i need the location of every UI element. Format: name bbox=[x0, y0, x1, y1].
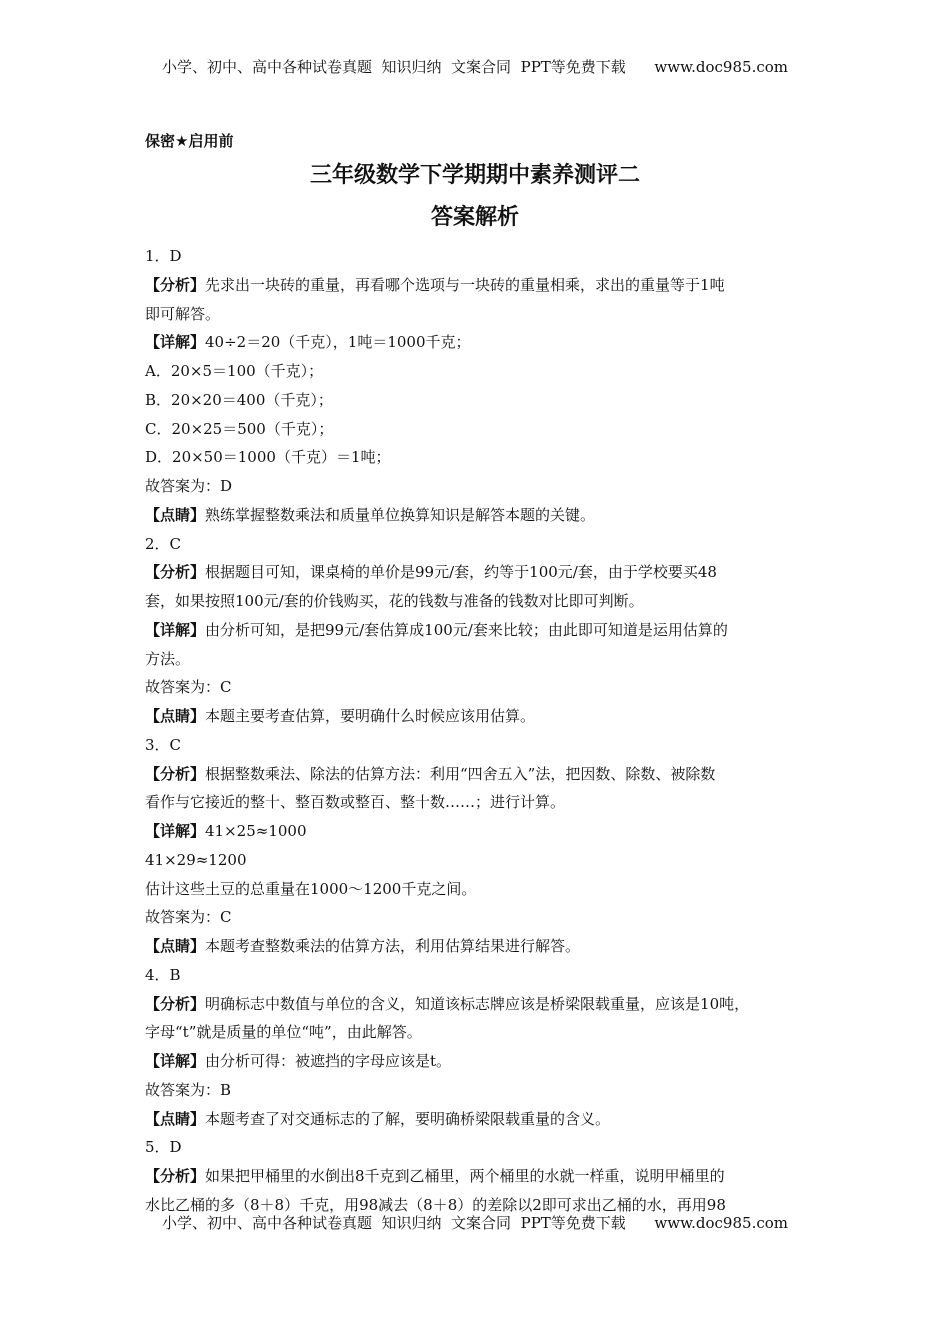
section-tag: 【详解】 bbox=[145, 620, 206, 639]
text-line bbox=[145, 788, 817, 817]
line-text: 5．D bbox=[145, 1138, 182, 1157]
line-text: 由分析可得：被遮挡的字母应该是t。 bbox=[205, 1052, 452, 1070]
analysis-line bbox=[145, 760, 817, 789]
analysis-line bbox=[145, 1047, 817, 1076]
page-subtitle: 答案解析 bbox=[430, 205, 519, 230]
text-line bbox=[145, 300, 817, 329]
analysis-line bbox=[145, 271, 817, 300]
text-line bbox=[145, 472, 817, 501]
line-text: 4．B bbox=[145, 965, 181, 984]
line-text: 根据整数乘法、除法的估算方法：利用“四舍五入”法，把因数、除数、被除数 bbox=[205, 764, 716, 783]
section-tag: 【分析】 bbox=[145, 1167, 206, 1185]
section-tag: 【详解】 bbox=[145, 822, 206, 840]
section-tag: 【点睛】 bbox=[145, 1109, 206, 1128]
line-text: 套，如果按照100元/套的价钱购买，花的钱数与准备的钱数对比即可判断。 bbox=[145, 592, 644, 610]
line-text: 先求出一块砖的重量，再看哪个选项与一块砖的重量相乘，求出的重量等于1吨 bbox=[205, 275, 725, 294]
text-line bbox=[145, 731, 817, 760]
line-text: 看作与它接近的整十、整百数或整百、整十数……；进行计算。 bbox=[145, 793, 566, 812]
line-text: A．20×5＝100（千克）； bbox=[145, 362, 324, 380]
text-line bbox=[145, 587, 817, 616]
analysis-line bbox=[145, 558, 817, 587]
answer-content bbox=[145, 242, 817, 1220]
line-text: 41×29≈1200 bbox=[145, 850, 247, 869]
line-text: 如果把甲桶里的水倒出8千克到乙桶里，两个桶里的水就一样重，说明甲桶里的 bbox=[205, 1167, 725, 1185]
analysis-line bbox=[145, 702, 817, 731]
analysis-line bbox=[145, 817, 817, 846]
header-banner: 小学、初中、高中各种试卷真题 知识归纳 文案合同 PPT等免费下载 www.doc985.com bbox=[161, 58, 788, 76]
analysis-line bbox=[145, 328, 817, 357]
line-text: 本题主要考查估算，要明确什么时候应该用估算。 bbox=[205, 707, 536, 725]
text-line bbox=[145, 1018, 817, 1047]
line-text: 即可解答。 bbox=[145, 304, 221, 323]
footer-banner: 小学、初中、高中各种试卷真题 知识归纳 文案合同 PPT等免费下载 www.doc985.com bbox=[161, 1214, 788, 1232]
line-text: 故答案为：C bbox=[145, 908, 232, 927]
section-tag: 【分析】 bbox=[145, 764, 206, 783]
text-line bbox=[145, 242, 817, 271]
line-text: 2．C bbox=[145, 534, 182, 553]
line-text: 明确标志中数值与单位的含义，知道该标志牌应该是桥梁限载重量，应该是10吨， bbox=[205, 994, 750, 1013]
section-tag: 【分析】 bbox=[145, 994, 206, 1013]
line-text: 故答案为：D bbox=[145, 477, 233, 495]
line-text: 字母“t”就是质量的单位“吨”，由此解答。 bbox=[145, 1023, 422, 1042]
line-text: C．20×25＝500（千克）； bbox=[145, 419, 334, 438]
text-line bbox=[145, 673, 817, 702]
section-tag: 【点睛】 bbox=[145, 707, 206, 725]
line-text: 熟练掌握整数乘法和质量单位换算知识是解答本题的关键。 bbox=[205, 505, 596, 524]
line-text: 3．C bbox=[145, 735, 182, 754]
line-text: 40÷2＝20（千克），1吨＝1000千克； bbox=[205, 333, 471, 352]
text-line bbox=[145, 903, 817, 932]
text-line bbox=[145, 645, 817, 674]
text-line bbox=[145, 1133, 817, 1162]
text-line bbox=[145, 961, 817, 990]
text-line bbox=[145, 415, 817, 444]
line-text: 根据题目可知，课桌椅的单价是99元/套，约等于100元/套，由于学校要买48 bbox=[205, 563, 717, 582]
line-text: 故答案为：B bbox=[145, 1080, 232, 1099]
section-tag: 【分析】 bbox=[145, 563, 206, 582]
analysis-line bbox=[145, 1105, 817, 1134]
line-text: B．20×20＝400（千克）； bbox=[145, 390, 333, 409]
text-line bbox=[145, 875, 817, 904]
section-tag: 【点睛】 bbox=[145, 505, 206, 524]
line-text: 1．D bbox=[145, 247, 182, 265]
section-tag: 【分析】 bbox=[145, 275, 206, 294]
line-text: 方法。 bbox=[145, 649, 191, 668]
line-text: 本题考查了对交通标志的了解，要明确桥梁限载重量的含义。 bbox=[205, 1109, 611, 1128]
line-text: 本题考查整数乘法的估算方法，利用估算结果进行解答。 bbox=[205, 937, 581, 955]
text-line bbox=[145, 386, 817, 415]
confidential-label: 保密★启用前 bbox=[145, 132, 234, 150]
analysis-line bbox=[145, 932, 817, 961]
analysis-line bbox=[145, 990, 817, 1019]
text-line bbox=[145, 530, 817, 559]
text-line bbox=[145, 846, 817, 875]
analysis-line bbox=[145, 616, 817, 645]
line-text: 由分析可知，是把99元/套估算成100元/套来比较；由此即可知道是运用估算的 bbox=[205, 620, 728, 639]
section-tag: 【点睛】 bbox=[145, 937, 206, 955]
page-title: 三年级数学下学期期中素养测评二 bbox=[309, 163, 640, 188]
line-text: 水比乙桶的多（8＋8）千克，用98减去（8＋8）的差除以2即可求出乙桶的水，再用98 bbox=[145, 1195, 726, 1214]
section-tag: 【详解】 bbox=[145, 333, 206, 352]
text-line bbox=[145, 443, 817, 472]
text-line bbox=[145, 1076, 817, 1105]
line-text: 41×25≈1000 bbox=[205, 822, 307, 840]
line-text: 估计这些土豆的总重量在1000～1200千克之间。 bbox=[145, 879, 477, 898]
section-tag: 【详解】 bbox=[145, 1052, 206, 1070]
line-text: 故答案为：C bbox=[145, 678, 232, 697]
text-line bbox=[145, 357, 817, 386]
line-text: D．20×50＝1000（千克）＝1吨； bbox=[145, 448, 391, 467]
analysis-line bbox=[145, 1162, 817, 1191]
analysis-line bbox=[145, 501, 817, 530]
